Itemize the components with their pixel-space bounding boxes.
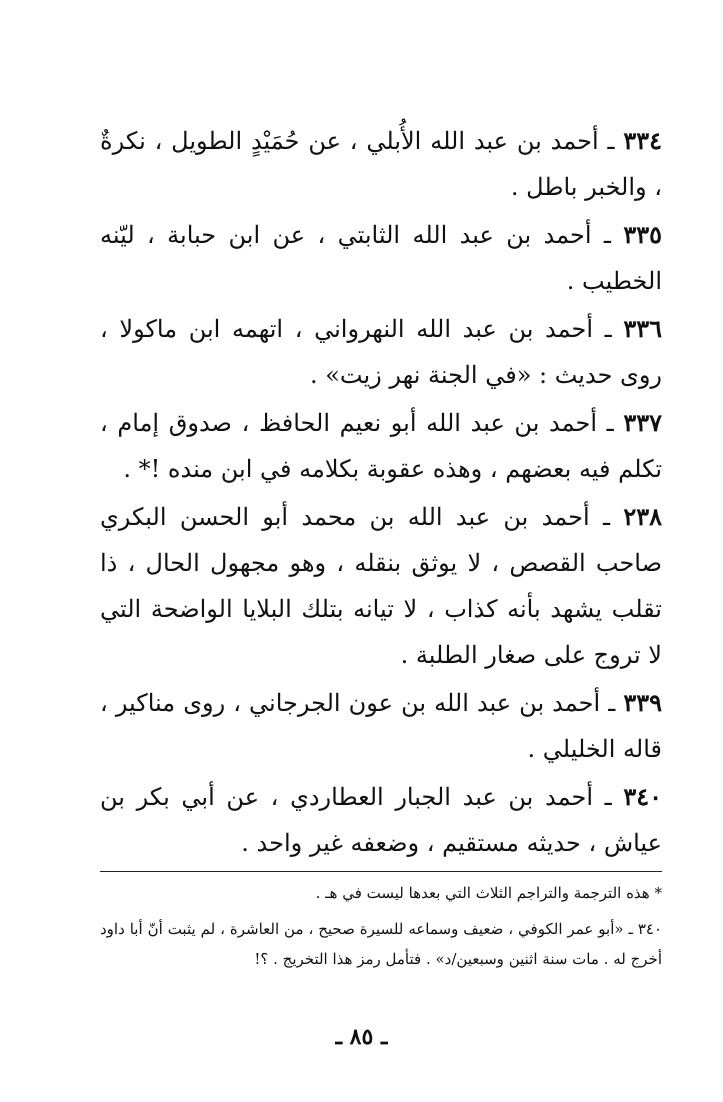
entry-text: ـ أحمد بن عبد الله الأُبلي ، عن حُمَيْدٍ الطويل ، نكرةٌ ، والخبر باطل . [100, 127, 662, 201]
entry-336 [100, 306, 662, 398]
entry-number: ٣٣٦ [623, 314, 662, 343]
entry-number: ٣٣٩ [623, 688, 662, 717]
footnote-star: * هذه الترجمة والتراجم الثلاث التي بعدها ليست في هـ . [315, 884, 662, 902]
footnote-340: ٣٤٠ ـ «أبو عمر الكوفي ، ضعيف وسماعه للسيرة صحيح ، من العاشرة ، لم يثبت أنّ أبا داود أخرج له . مات سنة اثنين وسبعين/د» . فتأمل رمز هذا التخريج . ؟! [100, 920, 662, 968]
entry-340 [100, 774, 662, 866]
entry-334 [100, 118, 662, 210]
footnote-divider [100, 871, 662, 872]
entry-text: ـ أحمد بن عبد الله بن محمد أبو الحسن البكري صاحب القصص ، لا يوثق بنقله ، وهو مجهول الحال ، ذا تقلب يشهد بأنه كذاب ، لا تيانه بتلك البلايا الواضحة التي لا تروج على صغار الطلبة . [100, 503, 662, 669]
entry-number: ٣٣٥ [623, 220, 662, 249]
entry-text: ـ أحمد بن عبد الجبار العطاردي ، عن أبي بكر بن عياش ، حديثه مستقيم ، وضعفه غير واحد . [100, 783, 662, 857]
footnotes [100, 878, 662, 980]
entry-text: ـ أحمد بن عبد الله أبو نعيم الحافظ ، صدوق إمام ، تكلم فيه بعضهم ، وهذه عقوبة بكلامه في ابن منده !* . [100, 409, 662, 483]
entry-number: ٢٣٨ [623, 502, 662, 531]
page-number: ـ ٨٥ ـ [335, 1024, 388, 1050]
entry-339 [100, 680, 662, 772]
entry-text: ـ أحمد بن عبد الله بن عون الجرجاني ، روى مناكير ، قاله الخليلي . [100, 689, 662, 763]
main-text [100, 118, 662, 868]
entry-text: ـ أحمد بن عبد الله الثابتي ، عن ابن حبابة ، ليّنه الخطيب . [100, 221, 662, 295]
entry-text: ـ أحمد بن عبد الله النهرواني ، اتهمه ابن ماكولا ، روى حديث : «في الجنة نهر زيت» . [100, 315, 662, 389]
entry-number: ٣٣٧ [623, 408, 662, 437]
entry-number: ٣٣٤ [623, 126, 662, 155]
entry-335 [100, 212, 662, 304]
entry-338 [100, 494, 662, 678]
entry-number: ٣٤٠ [623, 782, 662, 811]
entry-337 [100, 400, 662, 492]
